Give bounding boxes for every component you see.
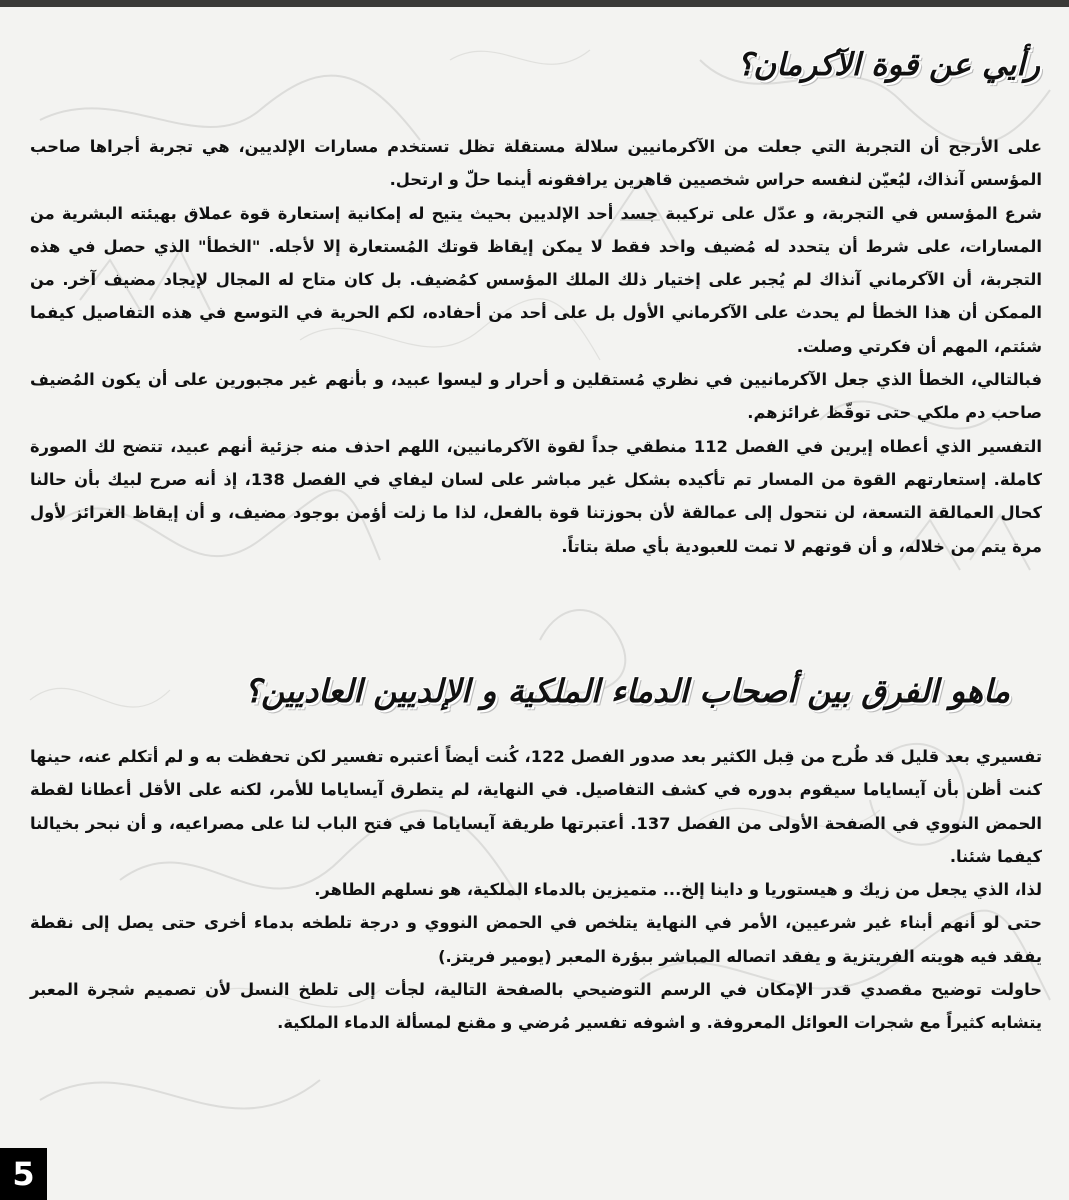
section-2-paragraph: حاولت توضيح مقصدي قدر الإمكان في الرسم التوضيحي بالصفحة التالية، لجأت إلى تلطخ النسل لأن تصميم شجرة المعبر يتشابه كثيراً مع شجرات العوائل المعروفة. و اشوفه تفسير مُرضي و مقنع لمسألة الدماء الملكية.: [30, 980, 1042, 1033]
section-1-body: [30, 130, 1042, 563]
section-1-paragraph: شرع المؤسس في التجربة، و عدّل على تركيبة جسد أحد الإلديين بحيث يتيح له إمكانية إستعارة قوة عملاق بهيئته البشرية من المسارات، على شرط أن يتحدد له مُضيف واحد فقط لا يمكن إيقاظ قوتك المُستعارة إلا لأجله. "الخطأ" الذي حصل في هذه التجربة، أن الآكرماني آنذاك لم يُجبر على إختيار ذلك الملك المؤسس كمُضيف. بل كان متاح له المجال لإيجاد مضيف آخر. من الممكن أن هذا الخطأ لم يحدث على الآكرماني الأول بل على أحد من أحفاده، لكم الحرية في التوسع في هذه التفاصيل كيفما شئتم، المهم أن فكرتي وصلت.: [30, 203, 1042, 356]
section-1-paragraph: على الأرجح أن التجربة التي جعلت من الآكرمانيين سلالة مستقلة تظل تستخدم مسارات الإلديين، هي تجربة أجراها صاحب المؤسس آنذاك، ليُعيّن لنفسه حراس شخصيين قاهرين يرافقونه أينما حلّ و ارتحل.: [30, 137, 1042, 190]
section-2-paragraph: لذا، الذي يجعل من زيك و هيستوريا و داينا إلخ... متميزين بالدماء الملكية، هو نسلهم الطاهر.: [314, 880, 1042, 900]
page-number-badge: 5: [0, 1148, 47, 1200]
page-content: [30, 0, 1042, 1200]
section-1-paragraph: التفسير الذي أعطاه إيرين في الفصل 112 منطقي جداً لقوة الآكرمانيين، اللهم احذف منه جزئية أنهم عبيد، تتضح لك الصورة كاملة. إستعارتهم القوة من المسار تم تأكيده بشكل غير مباشر على لسان ليفاي في الفصل 138، إذ أنه صرح لبيك بأن حالنا كحال العمالقة التسعة، لن نتحول إلى عمالقة لأن بحوزتنا قوة بالفعل، لذا ما زلت أؤمن بوجود مضيف، و أن إيقاظ الغرائز لأول مرة يتم من خلاله، و أن قوتهم لا تمت للعبودية بأي صلة بتاتاً.: [30, 436, 1042, 556]
section-2-paragraph: حتى لو أنهم أبناء غير شرعيين، الأمر في النهاية يتلخص في الحمض النووي و درجة تلطخه بدماء أخرى حتى يصل إلى نقطة يفقد فيه هويته الفريتزية و يفقد اتصاله المباشر ببؤرة المعبر (يومير فريتز.): [30, 913, 1042, 966]
section-1-title: رأيي عن قوة الآكرمان؟: [736, 47, 1040, 83]
section-2-paragraph: تفسيري بعد قليل قد طُرح من قِبل الكثير بعد صدور الفصل 122، كُنت أيضاً أعتبره تفسير لكن تحفظت به و لم أتكلم عنه، حينها كنت أظن بأن آيساياما سيقوم بدوره في كشف التفاصيل. في النهاية، لم يتطرق آيساياما للأمر، لكنه على الأقل أعطانا لقطة الحمض النووي في الصفحة الأولى من الفصل 137. أعتبرتها طريقة آيساياما في فتح الباب لنا على مصراعيه، و أن نبحر بخيالنا كيفما شئنا.: [30, 747, 1043, 866]
section-2-title: ماهو الفرق بين أصحاب الدماء الملكية و الإلديين العاديين؟: [244, 672, 1010, 710]
section-1-paragraph: فبالتالي، الخطأ الذي جعل الآكرمانيين في نظري مُستقلين و أحرار و ليسوا عبيد، و بأنهم غير مجبورين على أن يكون المُضيف صاحب دم ملكي حتى توقّظ غرائزهم.: [30, 370, 1042, 423]
section-2-body: [30, 740, 1042, 1040]
